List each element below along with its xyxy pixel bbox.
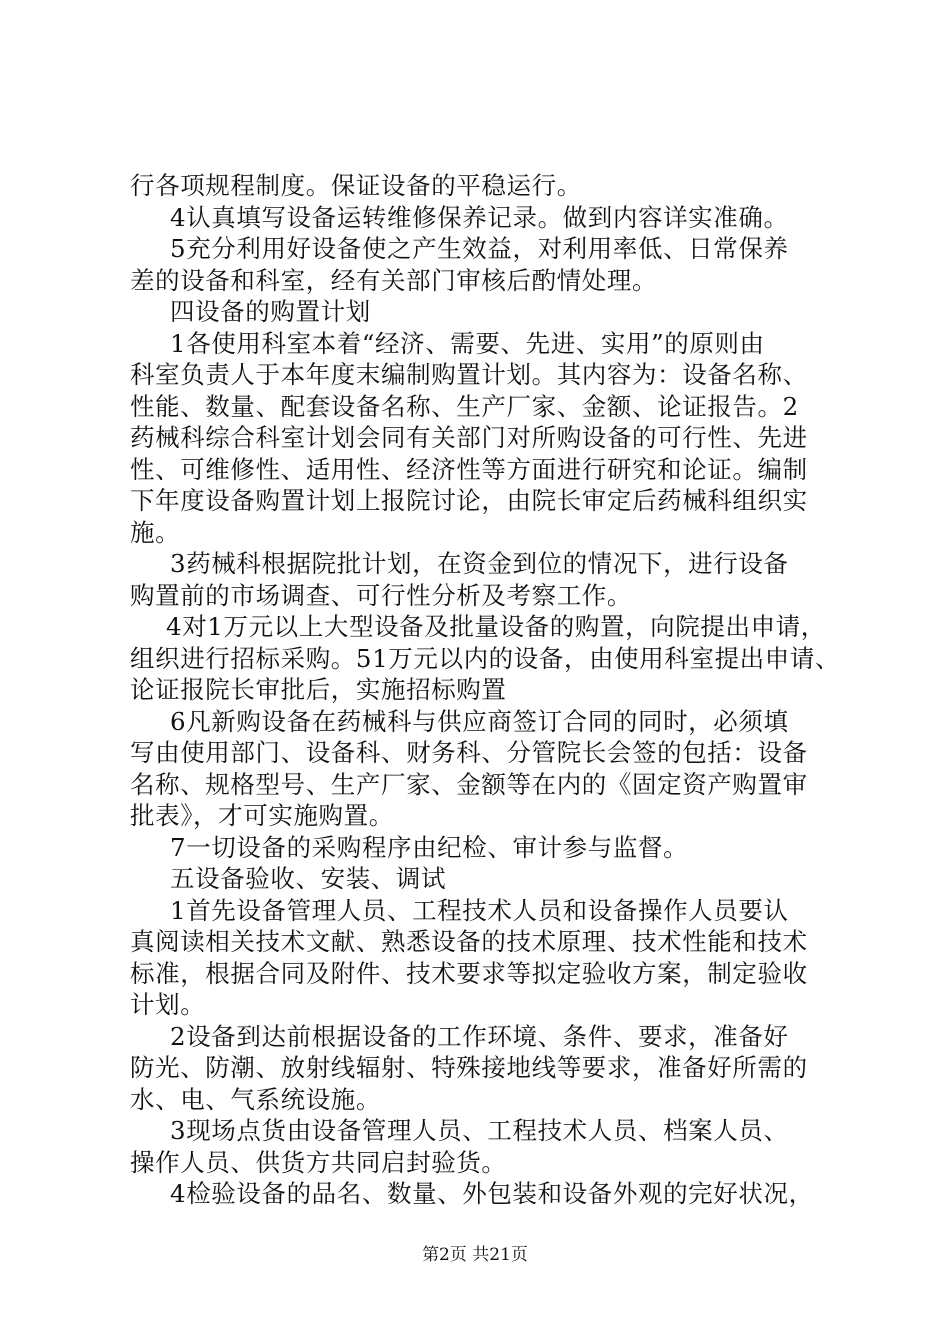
text-line: 施。 <box>130 517 181 547</box>
section-heading: 五设备验收、安装、调试 <box>170 864 447 893</box>
text-line: 下年度设备购置计划上报院讨论，由院长审定后药械科组织实 <box>130 486 808 515</box>
text-line: 写由使用部门、设备科、财务科、分管院长会签的包括：设备 <box>130 738 808 767</box>
text-line: 论证报院长审批后，实施招标购置 <box>130 675 507 704</box>
text-line: 批表》，才可实施购置。 <box>130 801 394 830</box>
text-line: 性、可维修性、适用性、经济性等方面进行研究和论证。编制 <box>130 454 808 484</box>
text-line: 药械科综合科室计划会同有关部门对所购设备的可行性、先进 <box>130 423 808 452</box>
page-number-footer: 第2页 共21页 <box>422 1245 528 1265</box>
text-line: 科室负责人于本年度末编制购置计划。其内容为：设备名称、 <box>130 360 808 389</box>
text-line: 标准，根据合同及附件、技术要求等拟定验收方案，制定验收 <box>130 958 808 988</box>
text-line: 购置前的市场调查、可行性分析及考察工作。 <box>130 580 632 610</box>
text-line: 操作人员、供货方共同启封验货。 <box>130 1147 507 1177</box>
text-line: 1首先设备管理人员、工程技术人员和设备操作人员要认 <box>170 895 789 925</box>
text-line: 5充分利用好设备使之产生效益，对利用率低、日常保养 <box>170 234 789 263</box>
text-line: 4检验设备的品名、数量、外包装和设备外观的完好状况， <box>170 1179 814 1208</box>
text-line: 组织进行招标采购。51万元以内的设备，由使用科室提出申请、 <box>130 643 841 673</box>
text-line: 真阅读相关技术文献、熟悉设备的技术原理、技术性能和技术 <box>130 927 808 956</box>
text-line: 名称、规格型号、生产厂家、金额等在内的《固定资产购置审 <box>130 769 808 799</box>
text-line: 7一切设备的采购程序由纪检、审计参与监督。 <box>170 832 689 862</box>
text-line: 计划。 <box>130 990 206 1019</box>
text-line: 行各项规程制度。保证设备的平稳运行。 <box>130 171 582 200</box>
text-line: 4认真填写设备运转维修保养记录。做到内容详实准确。 <box>170 202 789 232</box>
text-line: 6凡新购设备在药械科与供应商签订合同的同时，必须填 <box>170 706 789 736</box>
text-line: 1各使用科室本着“经济、需要、先进、实用”的原则由 <box>170 328 765 358</box>
text-line: 4对1万元以上大型设备及批量设备的购置，向院提出申请， <box>166 612 826 641</box>
section-heading: 四设备的购置计划 <box>170 297 371 326</box>
text-line: 水、电、气系统设施。 <box>130 1084 381 1114</box>
text-line: 防光、防潮、放射线辐射、特殊接地线等要求，准备好所需的 <box>130 1053 808 1082</box>
text-line: 差的设备和科室，经有关部门审核后酌情处理。 <box>130 265 658 295</box>
text-line: 2设备到达前根据设备的工作环境、条件、要求，准备好 <box>170 1021 789 1051</box>
text-line: 性能、数量、配套设备名称、生产厂家、金额、论证报告。2 <box>130 391 799 421</box>
text-line: 3现场点货由设备管理人员、工程技术人员、档案人员、 <box>170 1116 789 1145</box>
document-body <box>130 170 841 1210</box>
text-line: 3药械科根据院批计划，在资金到位的情况下，进行设备 <box>170 549 789 578</box>
